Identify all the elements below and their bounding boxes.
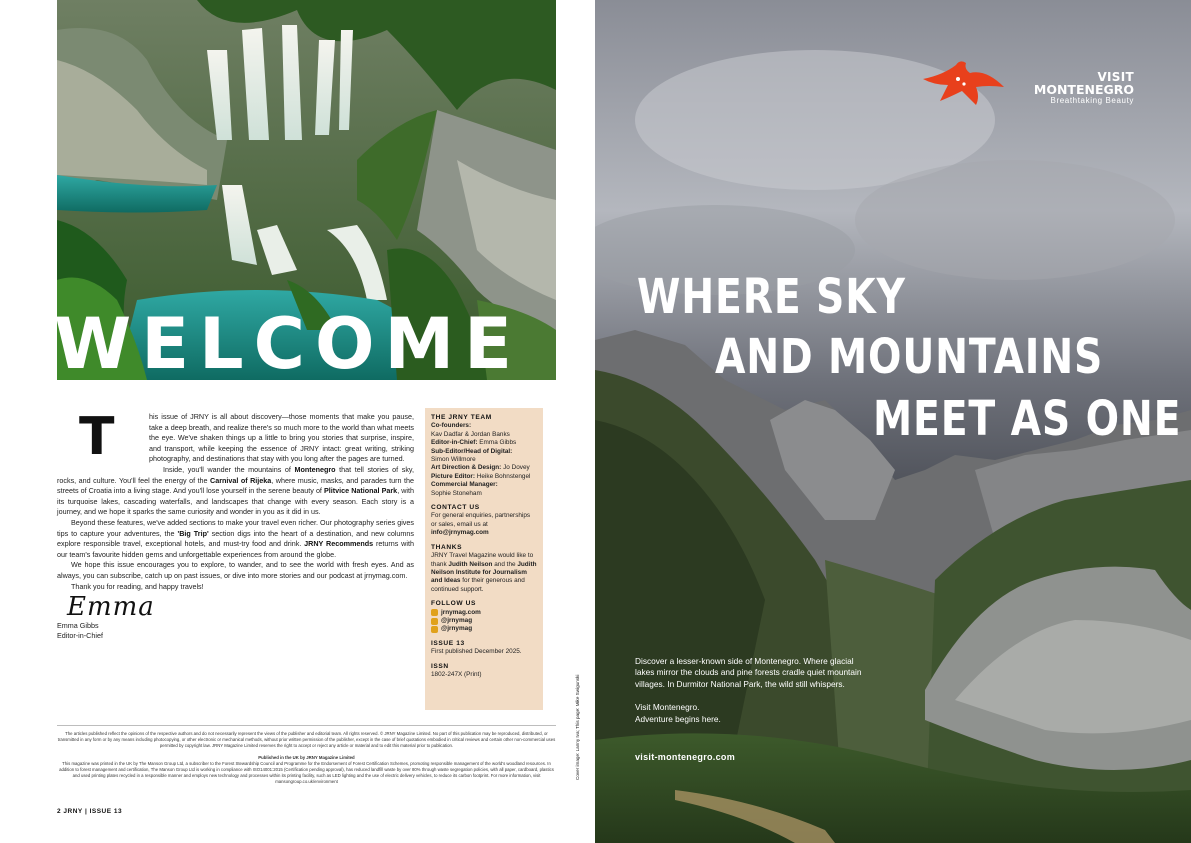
advert-paragraph: Discover a lesser-known side of Montenegro. Where glacial lakes mirror the clouds and pine forests cradle quiet mountain villages. In Durmitor National Park, the wild still whispers. [635, 656, 862, 689]
editor-signoff [57, 621, 414, 641]
editorial-letter [57, 407, 415, 641]
editorial-paragraph-5: Thank you for reading, and happy travels! [71, 581, 204, 591]
left-page [0, 0, 595, 843]
contact-text: For general enquiries, partnerships or sales, email us at info@jrnymag.com [431, 512, 531, 537]
editor-line: Editor-in-Chief: Emma Gibbs [431, 439, 517, 447]
team-heading: THE JRNY TEAM [431, 414, 492, 421]
issue-heading: ISSUE 13 [431, 639, 465, 647]
advert-url-link[interactable]: visit-montenegro.com [635, 752, 736, 762]
issue-text: First published December 2025. [431, 648, 522, 656]
divider [57, 725, 556, 726]
headline-line-1: WHERE SKY [637, 269, 906, 325]
globe-icon [431, 609, 438, 616]
advert-page [595, 0, 1191, 843]
editor-title: Editor-in-Chief [57, 630, 103, 640]
subeditor-name: Simon Willmore [431, 456, 476, 464]
headline-line-2: AND MOUNTAINS [715, 329, 1104, 385]
star-logo-icon [918, 57, 1008, 107]
commercial-label: Commercial Manager: [431, 481, 498, 489]
picture-line: Picture Editor: Heike Bohnstengel [431, 472, 531, 480]
photo-credit: Cover image: Lanny Iva; This page: Mike Swigunski [575, 674, 580, 780]
masthead-box [425, 408, 543, 710]
logo-montenegro: MONTENEGRO [1033, 82, 1134, 97]
follow-heading: FOLLOW US [431, 600, 476, 608]
website-link[interactable]: jrnymag.com [431, 609, 537, 617]
advert-cta-line-2: Adventure begins here. [635, 713, 721, 724]
disclaimer-text: The articles published reflect the opinions of the respective authors and do not necessarily represent the views of the publisher and editorial team. All rights reserved. © JRNY Magazine Limited. No part of this publication may be reproduced, distributed, or transmitted in any form or by any means including photocopying, or other electronic or mechanical methods, without prior written permission of the publisher, except in the case of brief quotations embodied in critical reviews and certain other non-commercial uses permitted by copyright law. JRNY Magazine Limited reserves the right to accept or reject any article or material and to edit this material prior to publication. [57, 731, 556, 748]
headline-line-3: MEET AS ONE [873, 391, 1182, 447]
logo-visit: VISIT [1097, 70, 1134, 84]
visit-montenegro-logo [918, 57, 1138, 117]
cofounders-label: Co-founders: [431, 422, 472, 430]
advert-cta-line-1: Visit Montenegro. [635, 702, 700, 713]
printer-text: This magazine was printed in the UK by The Manson Group Ltd, a subscriber to the Forest Stewardship Council and Programme for the Endorsement of Forest Certification Schemes, promoting responsible management of the world's woodland resources. In addition to forest management and certification, The Manson Group Ltd is working in compliance with ISO14001:2015 (Certification pending approval), has reduced landfill waste by over 80% through waste segregation policies, with all paper, cardboard, plastics and used printing plates recycled in a responsible manner and employs new technology and processes within its printing facility, such as LED lighting and the use of electric delivery vehicles, to reduce its carbon footprint. For more information, visit mansongroup.co.uk/environment [59, 761, 554, 784]
legal-notice [57, 731, 556, 785]
subeditor-label: Sub-Editor/Head of Digital: [431, 447, 513, 455]
art-line: Art Direction & Design: Jo Dovey [431, 464, 530, 472]
editorial-paragraph-1: his issue of JRNY is all about discovery—those moments that make you pause, take a deep breath, and realize there's so much more to the world than what meets the eye. We've shaken things up a little to bring you stories that surprise, inspire, and transport, while keeping the essence of JRNY intact: great writing, striking photography, and destinations that stay with you long after the pages are turned. [149, 412, 414, 464]
twitter-link[interactable]: @jrnymag [431, 625, 537, 633]
issn-text: 1802-247X (Print) [431, 670, 482, 678]
contact-email-link[interactable]: info@jrnymag.com [431, 529, 489, 537]
editorial-paragraph-2: Inside, you'll wander the mountains of Montenegro that tell stories of sky, rocks, and culture. You'll feel the energy of the Carnival of Rijeka, where music, masks, and parades turn the streets of Croatia into a living stage. And you'll lose yourself in the serene beauty of Plitvice National Park, with its turquoise lakes, cascading waterfalls, and landscapes that change with every season. Each story is a journey, and we hope it sparks the same curiosity and wonder in you as it did in us. [57, 464, 415, 517]
instagram-icon [431, 618, 438, 625]
published-by: Published in the UK by JRNY Magazine Limited [258, 755, 355, 760]
thanks-text: JRNY Travel Magazine would like to thank Judith Neilson and the Judith Neilson Institute for Journalism and Ideas for their generous and continued support. [431, 552, 537, 593]
advert-body [635, 656, 865, 725]
instagram-link[interactable]: @jrnymag [431, 617, 537, 625]
contact-heading: CONTACT US [431, 504, 480, 512]
logo-wordmark [1016, 71, 1134, 106]
welcome-heading: WELCOME [54, 303, 522, 385]
editor-name: Emma Gibbs [57, 620, 99, 630]
cofounders-names: Kav Dadfar & Jordan Banks [431, 430, 510, 438]
commercial-name: Sophie Stoneham [431, 489, 482, 497]
dropcap: T [79, 407, 115, 467]
thanks-heading: THANKS [431, 543, 463, 551]
logo-tagline: Breathtaking Beauty [1050, 96, 1134, 105]
editorial-paragraph-4: We hope this issue encourages you to explore, to wander, and to see the world with fresh eyes. And as always, you can subscribe, catch up on past issues, or dive into more stories and our podcast at jrnymag.com. [57, 560, 414, 580]
editorial-paragraph-3: Beyond these features, we've added sections to make your travel even richer. Our photography series gives tips to capture your adventures, the 'Big Trip' section digs into the heart of a destination, and new columns explore responsible travel, exceptional hotels, and must-try food and drink. JRNY Recommends returns with our team's favourite hidden gems and unforgettable experiences from around the globe. [57, 517, 415, 559]
twitter-icon [431, 626, 438, 633]
editor-signature: Emma [67, 592, 155, 623]
page-folio: 2 JRNY | ISSUE 13 [57, 808, 123, 815]
issn-heading: ISSN [431, 662, 449, 670]
